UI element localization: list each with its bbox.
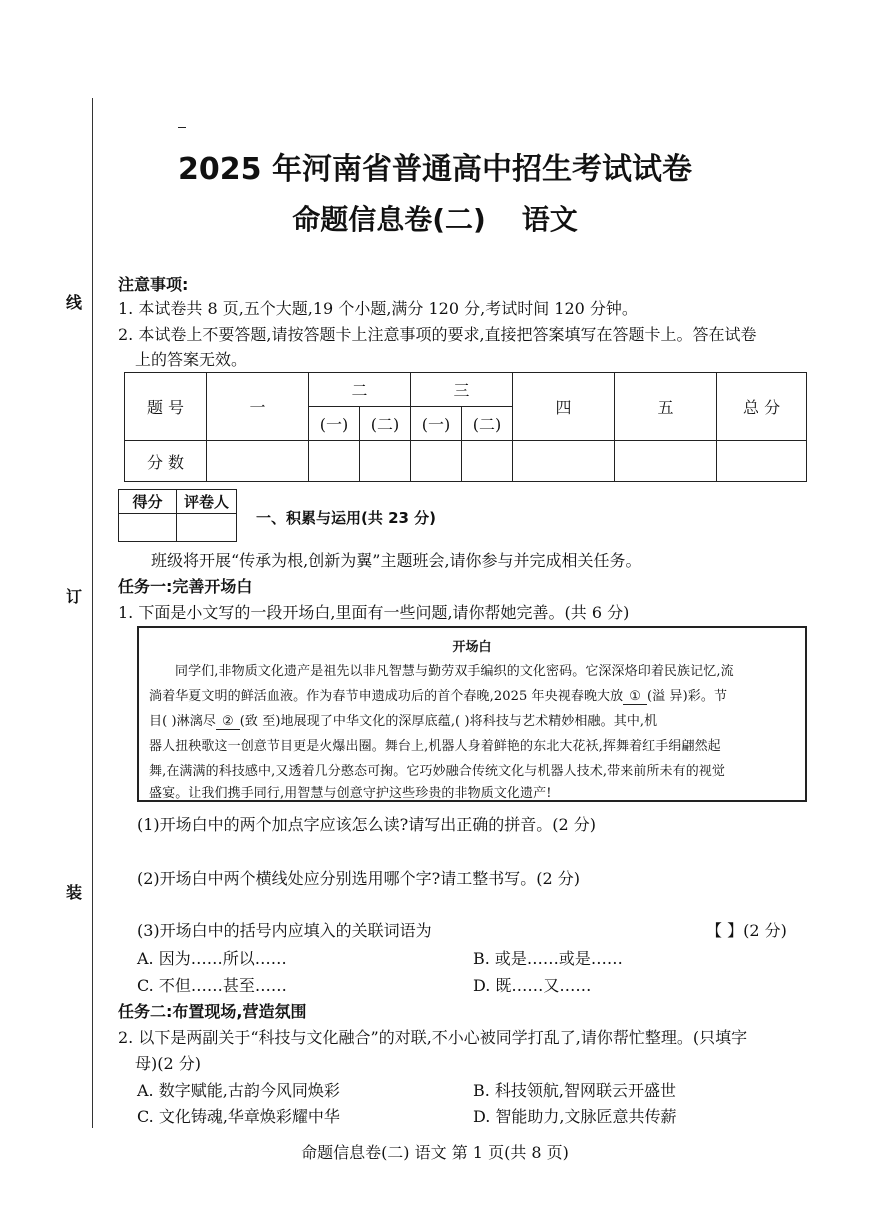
blank-1: ①: [623, 689, 647, 705]
binding-char-xian: 线: [66, 293, 83, 312]
note-2: 2. 本试卷上不要答题,请按答题卡上注意事项的要求,直接把答案填写在答题卡上。答在试卷: [118, 325, 757, 344]
blank-2: ②: [216, 714, 240, 730]
grader-box: [118, 489, 237, 542]
header-part-2: 二: [309, 373, 411, 407]
couplet-d: D. 智能助力,文脉匠意共传薪: [473, 1107, 677, 1126]
score-cell: [717, 441, 807, 482]
binding-line: [92, 98, 93, 1128]
page-footer: 命题信息卷(二) 语文 第 1 页(共 8 页): [301, 1143, 569, 1162]
score-cell: [309, 441, 360, 482]
notes-heading: 注意事项:: [118, 275, 189, 294]
header-part-1: 一: [207, 373, 309, 441]
grader-score-cell: [119, 514, 177, 542]
stray-mark: [178, 127, 186, 128]
score-cell: [360, 441, 411, 482]
header-total: 总 分: [717, 373, 807, 441]
note-1: 1. 本试卷共 8 页,五个大题,19 个小题,满分 120 分,考试时间 120 分钟。: [118, 299, 638, 318]
exam-subtitle: [0, 198, 870, 238]
question-2: 2. 以下是两副关于“科技与文化融合”的对联,不小心被同学打乱了,请你帮忙整理。(只填字: [118, 1028, 748, 1047]
score-cell: [462, 441, 513, 482]
question-1-3: (3)开场白中的括号内应填入的关联词语为: [137, 921, 432, 940]
answer-bracket: 【 】(2 分): [706, 921, 787, 940]
header-part-5: 五: [615, 373, 717, 441]
header-part-3: 三: [411, 373, 513, 407]
passage-line-1: 同学们,非物质文化遗产是祖先以非凡智慧与勤劳双手编织的文化密码。它深深烙印着民族记忆,流: [175, 664, 734, 679]
binding-char-zhuang: 装: [66, 883, 83, 902]
task2-heading: 任务二:布置现场,营造氛围: [118, 1002, 307, 1021]
option-c: C. 不但……甚至……: [137, 976, 287, 995]
score-cell: [411, 441, 462, 482]
sub-header: (一): [411, 407, 462, 441]
sub-header: (一): [309, 407, 360, 441]
question-1-2: (2)开场白中两个横线处应分别选用哪个字?请工整书写。(2 分): [137, 869, 580, 888]
passage-line-4: 器人扭秧歌这一创意节目更是火爆出圈。舞台上,机器人身着鲜艳的东北大花袄,挥舞着红手绢翩然起: [149, 739, 721, 754]
section1-title: 一、积累与运用(共 23 分): [256, 509, 437, 527]
opening-speech-box: [137, 626, 807, 802]
score-table: [124, 372, 807, 482]
passage-line-5: 舞,在满满的科技感中,又透着几分憨态可掬。它巧妙融合传统文化与机器人技术,带来前所未有的视觉: [149, 764, 725, 779]
grader-name-label: 评卷人: [177, 490, 237, 514]
passage-title: 开场白: [452, 640, 492, 655]
option-d: D. 既……又……: [473, 976, 592, 995]
score-cell: [207, 441, 309, 482]
sub-header: (二): [360, 407, 411, 441]
row-label-question: 题 号: [125, 373, 207, 441]
grader-score-label: 得分: [119, 490, 177, 514]
question-2-cont: 母)(2 分): [135, 1054, 201, 1073]
score-cell: [513, 441, 615, 482]
row-label-score: 分 数: [125, 441, 207, 482]
passage-line-3: 目( )淋漓尽 ② (致 至)地展现了中华文化的深厚底蕴,( )将科技与艺术精妙相融。其中,机: [149, 714, 658, 729]
score-cell: [615, 441, 717, 482]
header-part-4: 四: [513, 373, 615, 441]
couplet-b: B. 科技领航,智网联云开盛世: [473, 1081, 677, 1100]
question-1-1: (1)开场白中的两个加点字应该怎么读?请写出正确的拼音。(2 分): [137, 815, 596, 834]
exam-title: 2025 年河南省普通高中招生考试试卷: [178, 152, 692, 187]
option-b: B. 或是……或是……: [473, 949, 623, 968]
couplet-c: C. 文化铸魂,华章焕彩耀中华: [137, 1107, 340, 1126]
subtitle-paper: 命题信息卷(二): [292, 203, 486, 236]
grader-name-cell: [177, 514, 237, 542]
passage-line-2: 淌着华夏文明的鲜活血液。作为春节申遗成功后的首个春晚,2025 年央视春晚大放 ① (溢 异)彩。节: [149, 689, 728, 704]
task1-heading: 任务一:完善开场白: [118, 577, 253, 596]
couplet-a: A. 数字赋能,古韵今风同焕彩: [137, 1081, 340, 1100]
subtitle-subject: 语文: [521, 203, 578, 236]
note-2-cont: 上的答案无效。: [135, 350, 248, 369]
binding-char-ding: 订: [66, 587, 83, 606]
option-a: A. 因为……所以……: [137, 949, 287, 968]
question-1: 1. 下面是小文写的一段开场白,里面有一些问题,请你帮她完善。(共 6 分): [118, 603, 630, 622]
section1-intro: 班级将开展“传承为根,创新为翼”主题班会,请你参与并完成相关任务。: [151, 551, 642, 570]
sub-header: (二): [462, 407, 513, 441]
passage-line-6: 盛宴。让我们携手同行,用智慧与创意守护这些珍贵的非物质文化遗产!: [149, 786, 552, 801]
